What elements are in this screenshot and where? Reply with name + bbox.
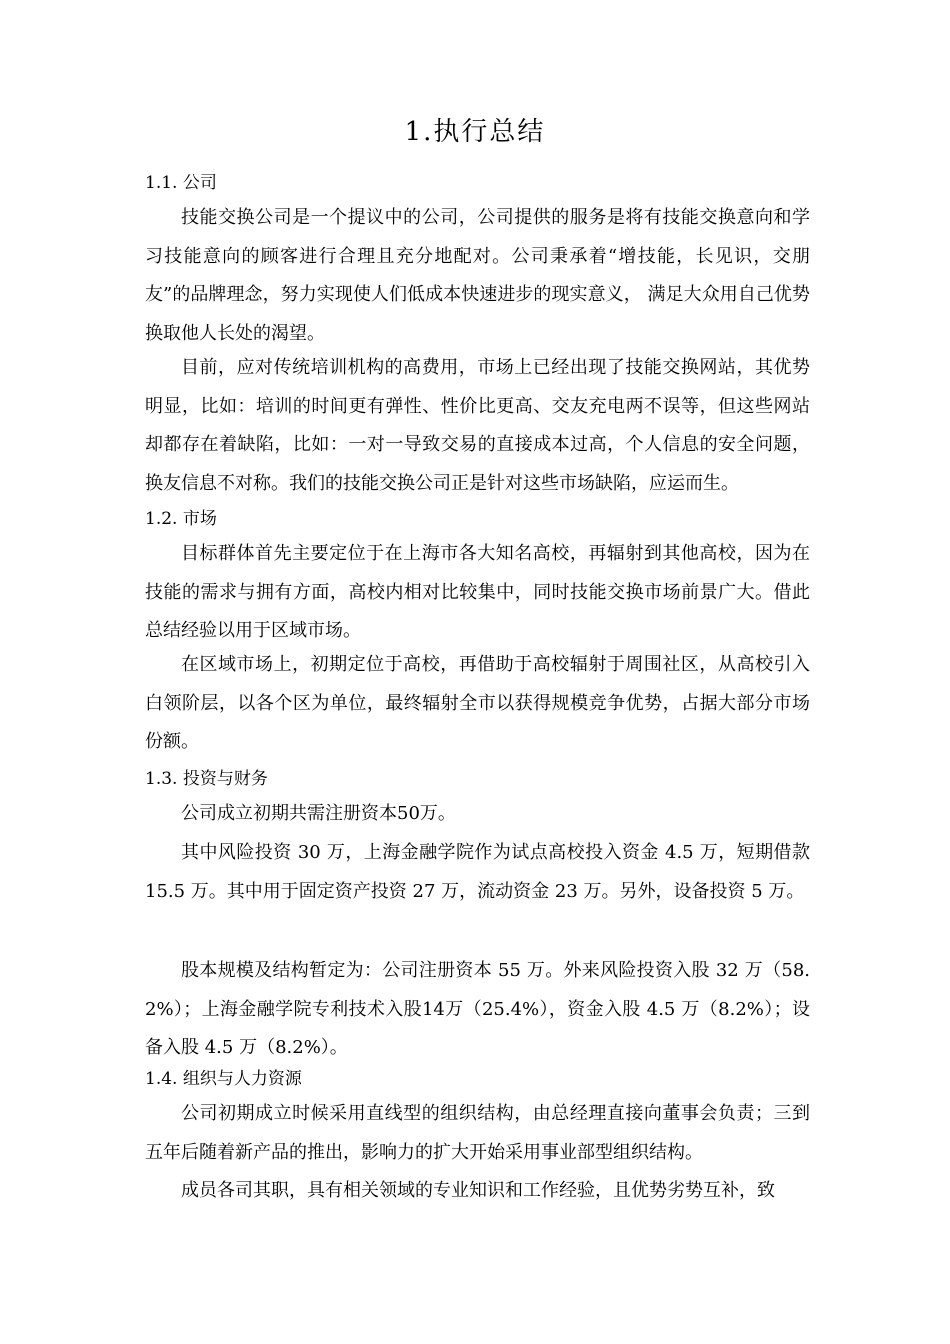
paragraph-registered-capital: 公司成立初期共需注册资本50万。 [181, 803, 456, 824]
section-heading-organization: 1.4. 组织与人力资源 [145, 1069, 302, 1089]
paragraph-team-members: 成员各司其职，具有相关领域的专业知识和工作经验，且优势劣势互补，致 [181, 1180, 775, 1201]
paragraph-org-structure: 公司初期成立时候采用直线型的组织结构，由总经理直接向董事会负责；三到五年后随着新产品的推出，影响力的扩大开始采用事业部型组织结构。 [145, 1103, 810, 1163]
section-heading-company: 1.1. 公司 [145, 173, 217, 193]
paragraph-market-target: 目标群体首先主要定位于在上海市各大知名高校，再辐射到其他高校，因为在技能的需求与拥有方面，高校内相对比较集中，同时技能交换市场前景广大。借此总结经验以用于区域市场。 [145, 543, 810, 641]
page-title: 1.执行总结 [404, 117, 546, 147]
paragraph-equity-structure: 股本规模及结构暂定为：公司注册资本 55 万。外来风险投资入股 32 万（58.2%）；上海金融学院专利技术入股14万（25.4%），资金入股 4.5 万（8.2%）；设备入股 4.5 万（8.2%）。 [145, 960, 810, 1058]
section-heading-market: 1.2. 市场 [145, 509, 217, 529]
paragraph-investment-breakdown: 其中风险投资 30 万，上海金融学院作为试点高校投入资金 4.5 万，短期借款 15.5 万。其中用于固定资产投资 27 万，流动资金 23 万。另外，设备投资 5 万。 [145, 842, 810, 902]
paragraph-company-market-gap: 目前，应对传统培训机构的高费用，市场上已经出现了技能交换网站，其优势明显，比如：培训的时间更有弹性、性价比更高、交友充电两不误等，但这些网站却都存在着缺陷，比如：一对一导致交易的直接成本过高，个人信息的安全问题，换友信息不对称。我们的技能交换公司正是针对这些市场缺陷，应运而生。 [145, 357, 810, 494]
section-heading-investment: 1.3. 投资与财务 [145, 769, 268, 789]
paragraph-market-regional: 在区域市场上，初期定位于高校，再借助于高校辐射于周围社区，从高校引入白领阶层，以各个区为单位，最终辐射全市以获得规模竞争优势，占据大部分市场份额。 [145, 654, 810, 752]
paragraph-company-intro: 技能交换公司是一个提议中的公司，公司提供的服务是将有技能交换意向和学习技能意向的顾客进行合理且充分地配对。公司秉承着“增技能，长见识，交朋友”的品牌理念，努力实现使人们低成本快速进步的现实意义， 满足大众用自己优势换取他人长处的渴望。 [145, 207, 810, 344]
